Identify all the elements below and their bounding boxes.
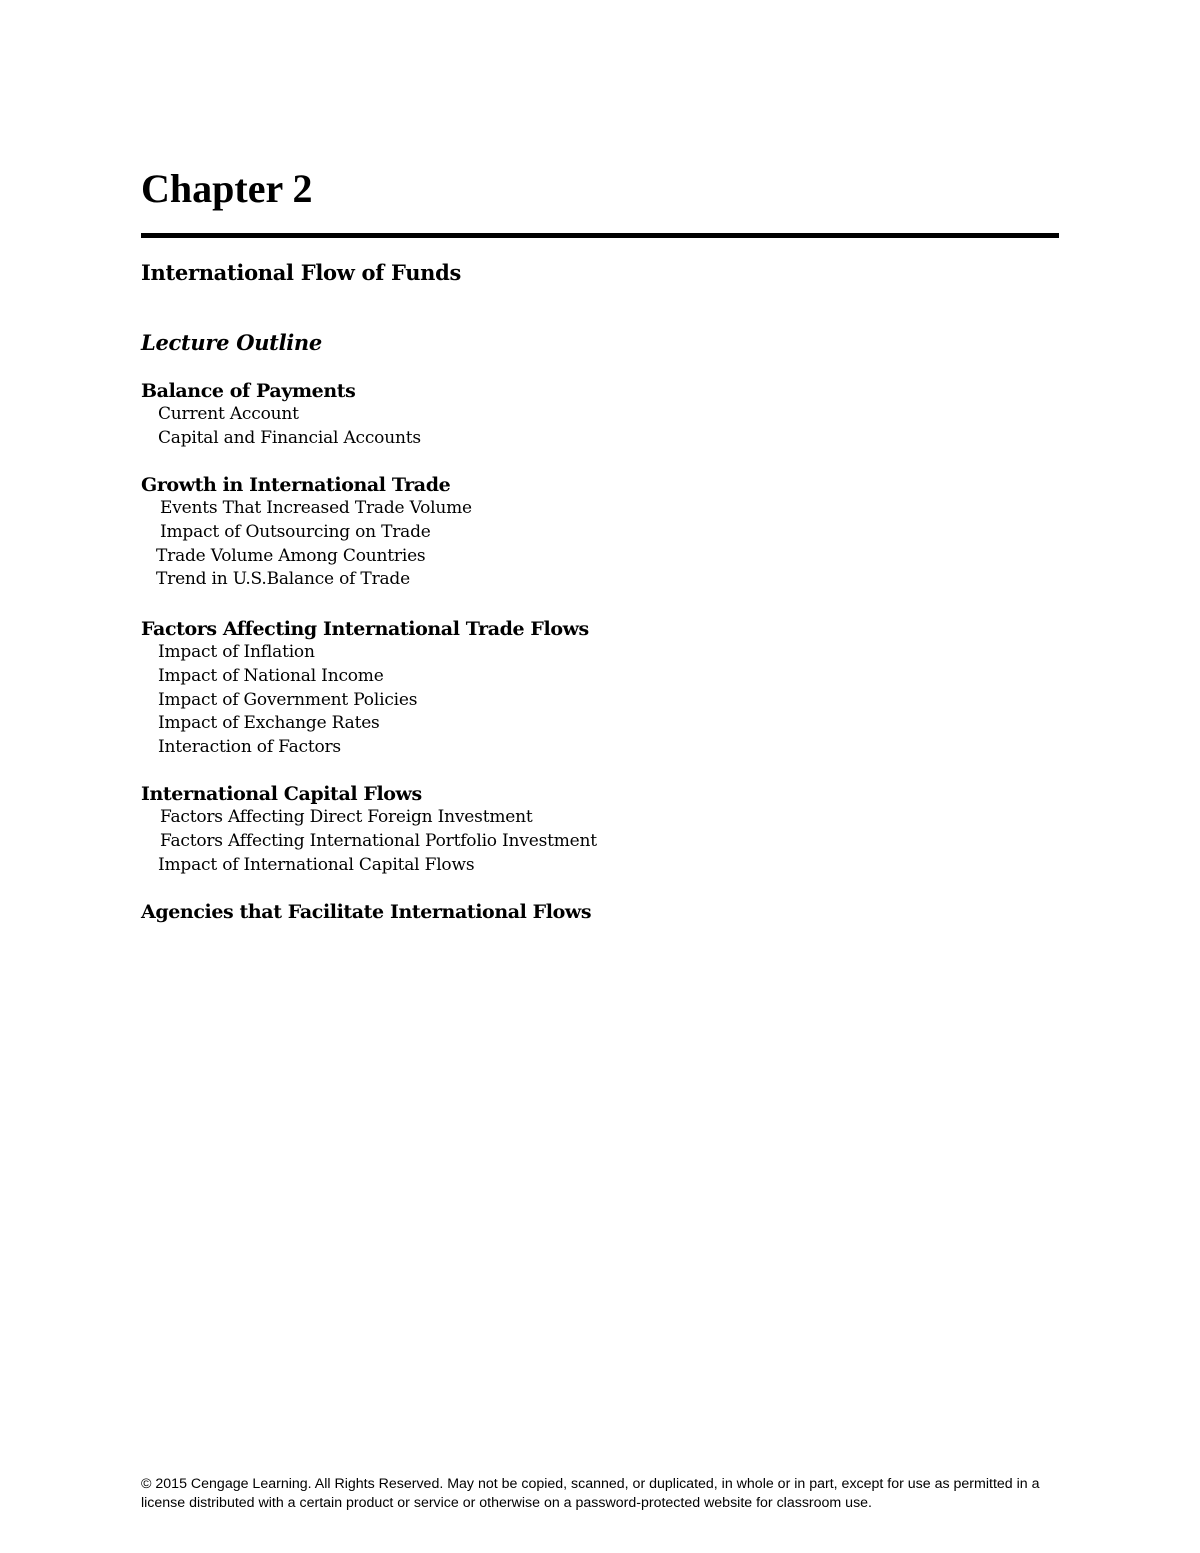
chapter-rule-divider	[141, 233, 1059, 238]
section-title: Agencies that Facilitate International Flows	[141, 901, 592, 923]
lecture-outline-heading: Lecture Outline	[141, 330, 322, 355]
list-item: Events That Increased Trade Volume	[160, 498, 472, 518]
list-item: Current Account	[158, 404, 299, 424]
list-item: Trend in U.S.Balance of Trade	[156, 569, 410, 590]
section-title: Growth in International Trade	[141, 474, 451, 496]
list-item: Capital and Financial Accounts	[158, 427, 421, 448]
section-item-list	[141, 806, 597, 877]
list-item: Impact of Inflation	[158, 642, 315, 662]
outline-section-capital-flows	[141, 782, 597, 877]
list-item: Impact of International Capital Flows	[158, 854, 475, 875]
outline-section-growth-in-trade	[141, 473, 472, 592]
chapter-subtitle: International Flow of Funds	[141, 260, 462, 285]
list-item: Interaction of Factors	[158, 737, 341, 758]
list-item: Impact of Exchange Rates	[158, 713, 380, 734]
list-item: Impact of Outsourcing on Trade	[160, 521, 431, 542]
copyright-footer: © 2015 Cengage Learning. All Rights Reserved. May not be copied, scanned, or duplicated, in whole or in part, except for use as permitted in a license distributed with a certain product or service or otherwise on a password-protected website for classroom use.	[141, 1476, 1040, 1511]
chapter-title: Chapter 2	[141, 166, 313, 211]
list-item: Impact of National Income	[158, 665, 384, 686]
list-item: Factors Affecting International Portfolio Investment	[160, 830, 597, 851]
list-item: Trade Volume Among Countries	[156, 545, 426, 566]
section-item-list	[141, 497, 472, 592]
outline-section-balance-of-payments	[141, 379, 421, 451]
outline-section-trade-flow-factors	[141, 617, 589, 760]
section-item-list	[141, 641, 589, 760]
section-title: International Capital Flows	[141, 783, 422, 805]
list-item: Impact of Government Policies	[158, 689, 418, 710]
outline-section-agencies	[141, 900, 591, 924]
section-title: Factors Affecting International Trade Flows	[141, 618, 589, 640]
section-item-list	[141, 403, 421, 451]
list-item: Factors Affecting Direct Foreign Investment	[160, 807, 533, 827]
section-title: Balance of Payments	[141, 380, 356, 402]
